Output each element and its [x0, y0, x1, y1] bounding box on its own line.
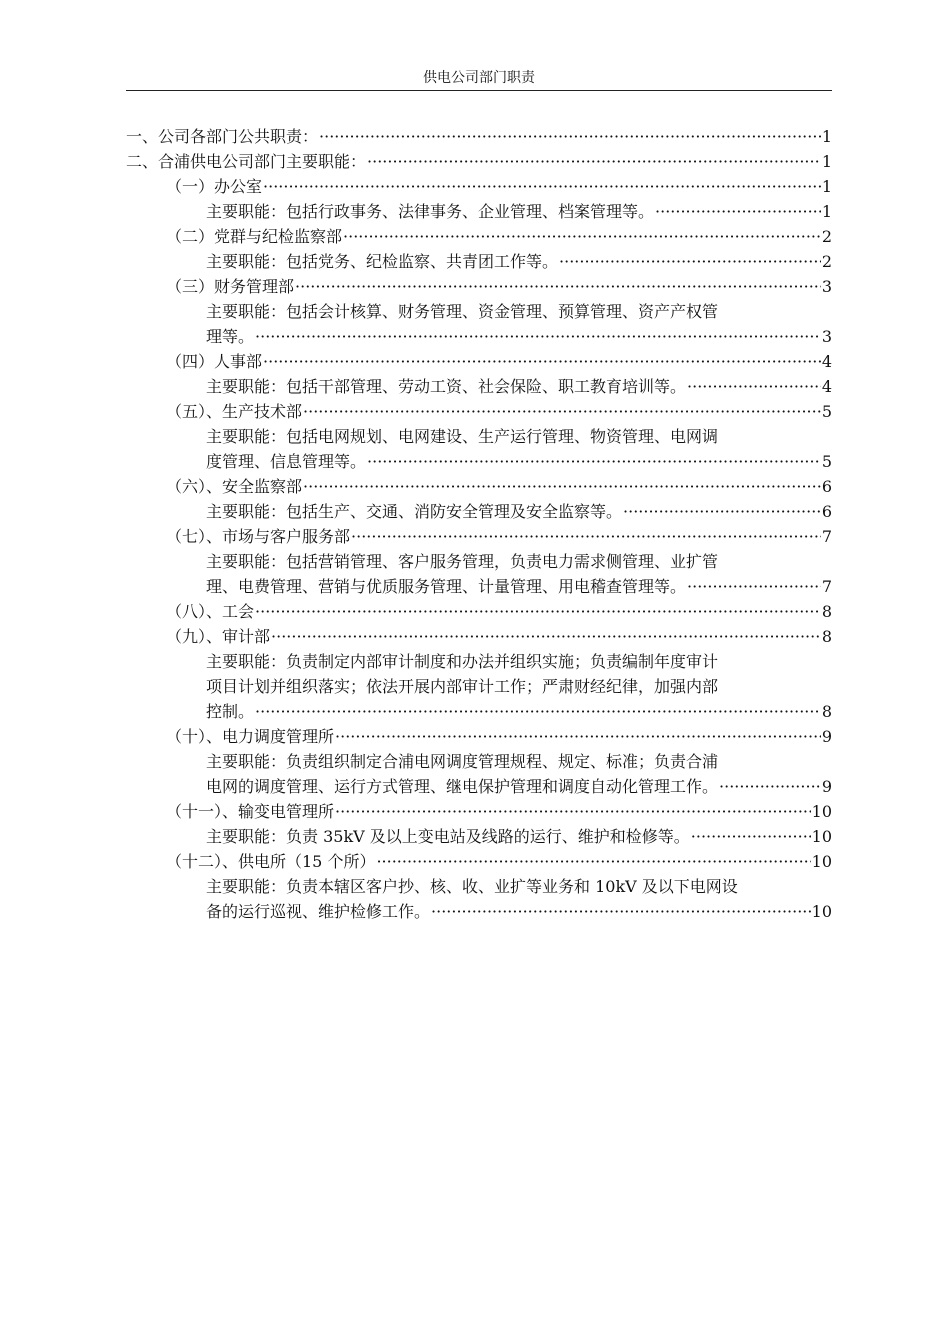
- toc-entry[interactable]: [126, 499, 832, 524]
- toc-leader-dots: [335, 799, 811, 824]
- toc-leader-dots: [271, 624, 821, 649]
- toc-entry[interactable]: [126, 824, 832, 849]
- toc-entry-last-line: [206, 574, 832, 599]
- toc-page-number: 3: [821, 327, 832, 346]
- toc-page-number: 9: [821, 727, 832, 746]
- toc-entry[interactable]: [126, 474, 832, 499]
- toc-entry-text: 理等。: [206, 327, 255, 346]
- toc-leader-dots: [303, 474, 821, 499]
- toc-entry[interactable]: [126, 724, 832, 749]
- toc-leader-dots: [687, 574, 821, 599]
- toc-page-number: 5: [821, 402, 832, 421]
- toc-page-number: 4: [821, 352, 832, 371]
- toc-entry-text: （九）、审计部: [166, 627, 271, 646]
- toc-entry-text: 主要职能：负责 35kV 及以上变电站及线路的运行、维护和检修等。: [206, 827, 690, 846]
- toc-leader-dots: [295, 274, 821, 299]
- toc-page-number: 10: [811, 852, 832, 871]
- toc-entry-last-line: [206, 449, 832, 474]
- toc-page-number: 6: [821, 502, 832, 521]
- toc-leader-dots: [263, 349, 821, 374]
- toc-leader-dots: [335, 724, 821, 749]
- toc-leader-dots: [559, 249, 821, 274]
- toc-page-number: 7: [821, 527, 832, 546]
- toc-page-number: 2: [821, 227, 832, 246]
- toc-entry-text: （十二）、供电所（15 个所）: [166, 852, 376, 871]
- toc-leader-dots: [255, 324, 821, 349]
- toc-entry-multiline[interactable]: [126, 649, 832, 724]
- toc-entry-last-line: [206, 699, 832, 724]
- toc-page-number: 8: [821, 627, 832, 646]
- toc-entry-line: 主要职能：包括营销管理、客户服务管理，负责电力需求侧管理、业扩管: [206, 552, 719, 571]
- toc-entry-text: （三）财务管理部: [166, 277, 295, 296]
- toc-entry-line: 主要职能：负责组织制定合浦电网调度管理规程、规定、标准；负责合浦: [206, 752, 719, 771]
- toc-leader-dots: [319, 124, 821, 149]
- toc-page-number: 10: [811, 902, 832, 921]
- toc-leader-dots: [655, 199, 821, 224]
- toc-page-number: 3: [821, 277, 832, 296]
- toc-leader-dots: [255, 699, 821, 724]
- toc-page-number: 10: [811, 802, 832, 821]
- toc-entry-text: 主要职能：包括党务、纪检监察、共青团工作等。: [206, 252, 559, 271]
- toc-entry-line: 主要职能：负责制定内部审计制度和办法并组织实施；负责编制年度审计: [206, 652, 719, 671]
- toc-entry-text: （四）人事部: [166, 352, 263, 371]
- toc-entry-text: （五）、生产技术部: [166, 402, 303, 421]
- toc-entry-text: 主要职能：包括干部管理、劳动工资、社会保险、职工教育培训等。: [206, 377, 687, 396]
- toc-entry-text: （六）、安全监察部: [166, 477, 303, 496]
- toc-page-number: 8: [821, 702, 832, 721]
- toc-entry-line: 项目计划并组织落实；依法开展内部审计工作；严肃财经纪律，加强内部: [206, 677, 719, 696]
- toc-entry[interactable]: [126, 224, 832, 249]
- toc-page-number: 5: [821, 452, 832, 471]
- toc-leader-dots: [367, 149, 821, 174]
- toc-entry[interactable]: [126, 849, 832, 874]
- toc-leader-dots: [376, 849, 810, 874]
- toc-entry-last-line: [206, 774, 832, 799]
- toc-page-number: 1: [821, 177, 832, 196]
- toc-entry[interactable]: [126, 374, 832, 399]
- toc-entry-text: 理、电费管理、营销与优质服务管理、计量管理、用电稽查管理等。: [206, 577, 687, 596]
- toc-entry[interactable]: [126, 624, 832, 649]
- header-title: 供电公司部门职责: [423, 70, 535, 86]
- toc-page-number: 7: [821, 577, 832, 596]
- toc-entry[interactable]: [126, 174, 832, 199]
- toc-entry-multiline[interactable]: [126, 549, 832, 599]
- toc-page-number: 8: [821, 602, 832, 621]
- toc-entry-text: 一、公司各部门公共职责：: [126, 127, 319, 146]
- toc-entry-text: 备的运行巡视、维护检修工作。: [206, 902, 431, 921]
- toc-entry[interactable]: [126, 599, 832, 624]
- toc-entry[interactable]: [126, 349, 832, 374]
- toc-leader-dots: [691, 824, 811, 849]
- toc-entry[interactable]: [126, 524, 832, 549]
- toc-entry[interactable]: [126, 124, 832, 149]
- toc-entry-last-line: [206, 324, 832, 349]
- toc-page-number: 2: [821, 252, 832, 271]
- toc-page-number: 1: [821, 127, 832, 146]
- toc-entry[interactable]: [126, 199, 832, 224]
- toc-entry-text: 二、合浦供电公司部门主要职能：: [126, 152, 367, 171]
- toc-leader-dots: [623, 499, 821, 524]
- toc-leader-dots: [687, 374, 821, 399]
- toc-page-number: 1: [821, 152, 832, 171]
- toc-leader-dots: [343, 224, 821, 249]
- toc-page-number: 6: [821, 477, 832, 496]
- toc-entry-multiline[interactable]: [126, 874, 832, 924]
- toc-entry-text: 控制。: [206, 702, 255, 721]
- toc-entry[interactable]: [126, 274, 832, 299]
- toc-leader-dots: [303, 399, 821, 424]
- toc-leader-dots: [431, 899, 811, 924]
- toc-entry-text: 电网的调度管理、运行方式管理、继电保护管理和调度自动化管理工作。: [206, 777, 719, 796]
- toc-entry-text: （八）、工会: [166, 602, 255, 621]
- toc-entry[interactable]: [126, 249, 832, 274]
- toc-entry-text: （七）、市场与客户服务部: [166, 527, 351, 546]
- page-header: [126, 68, 832, 91]
- toc-entry-text: （一）办公室: [166, 177, 263, 196]
- toc-entry-text: 主要职能：包括生产、交通、消防安全管理及安全监察等。: [206, 502, 623, 521]
- toc-entry-text: 度管理、信息管理等。: [206, 452, 367, 471]
- toc-entry-line: 主要职能：包括会计核算、财务管理、资金管理、预算管理、资产产权管: [206, 302, 719, 321]
- toc-entry[interactable]: [126, 149, 832, 174]
- toc-leader-dots: [255, 599, 821, 624]
- toc-entry-multiline[interactable]: [126, 299, 832, 349]
- toc-entry-text: （二）党群与纪检监察部: [166, 227, 343, 246]
- toc-entry[interactable]: [126, 799, 832, 824]
- toc-entry-line: 主要职能：负责本辖区客户抄、核、收、业扩等业务和 10kV 及以下电网设: [206, 877, 738, 896]
- toc-leader-dots: [263, 174, 821, 199]
- toc-entry[interactable]: [126, 399, 832, 424]
- toc-entry-multiline[interactable]: [126, 749, 832, 799]
- toc-leader-dots: [719, 774, 821, 799]
- toc-page-number: 4: [821, 377, 832, 396]
- toc-entry-text: （十）、电力调度管理所: [166, 727, 335, 746]
- toc-entry-text: 主要职能：包括行政事务、法律事务、企业管理、档案管理等。: [206, 202, 655, 221]
- toc-leader-dots: [367, 449, 821, 474]
- toc-entry-line: 主要职能：包括电网规划、电网建设、生产运行管理、物资管理、电网调: [206, 427, 719, 446]
- toc-page-number: 9: [821, 777, 832, 796]
- toc-leader-dots: [351, 524, 821, 549]
- toc-page-number: 10: [811, 827, 832, 846]
- toc-entry-last-line: [206, 899, 832, 924]
- toc-entry-text: （十一）、输变电管理所: [166, 802, 335, 821]
- toc-page-number: 1: [821, 202, 832, 221]
- toc-entry-multiline[interactable]: [126, 424, 832, 474]
- table-of-contents: [126, 124, 832, 924]
